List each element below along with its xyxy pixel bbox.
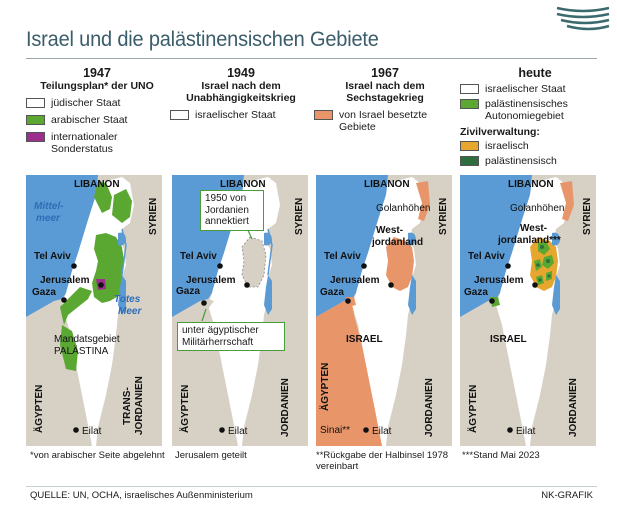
map-label-aegypten: ÄGYPTEN	[320, 362, 331, 411]
legend-swatch-yellow	[460, 141, 479, 151]
city-dot	[217, 263, 223, 269]
map-label-gaza: Gaza	[32, 287, 56, 298]
city-dot	[61, 297, 67, 303]
map-label-sea: meer	[36, 213, 60, 224]
map-label-westjordanland: jordanland***	[498, 235, 561, 246]
legend-label: internationaler Sonderstatus	[51, 131, 118, 155]
footnote-heute: ***Stand Mai 2023	[462, 450, 540, 461]
legend-item	[460, 140, 610, 152]
legend-swatch-white	[170, 110, 189, 120]
city-dot	[505, 263, 511, 269]
map-1947	[26, 175, 162, 446]
legend-item	[26, 97, 168, 109]
map-label-gaza: Gaza	[464, 287, 488, 298]
footer-divider	[26, 486, 597, 487]
map-label-libanon: LIBANON	[220, 179, 266, 190]
legend-swatch-orange	[314, 110, 333, 120]
map-label-westjordanland: jordanland	[372, 237, 424, 248]
callout-jordan: 1950 von Jordanien annektiert	[200, 190, 264, 231]
map-label-gaza: Gaza	[176, 286, 200, 297]
map-label-libanon: LIBANON	[364, 179, 410, 190]
legend-swatch-purple	[26, 132, 45, 142]
map-label-libanon: LIBANON	[74, 179, 120, 190]
panel-subtitle: Israel nach dem Unabhängigkeitskrieg	[186, 80, 296, 104]
city-dot	[532, 282, 538, 288]
panel-1947-legend	[26, 66, 168, 162]
map-label-sinai: Sinai**	[320, 425, 351, 436]
legend-heading: Zivilverwaltung:	[460, 126, 540, 138]
map-label-dead-sea: Meer	[118, 306, 142, 317]
legend-label: israelischer Staat	[485, 83, 566, 95]
legend-label: von Israel besetzte Gebiete	[339, 109, 428, 133]
panel-year: 1967	[371, 66, 399, 80]
map-label-eilat: Eilat	[372, 426, 392, 437]
legend-swatch-green	[460, 99, 479, 109]
map-label-aegypten: ÄGYPTEN	[34, 384, 45, 433]
city-dot	[388, 282, 394, 288]
map-label-israel: ISRAEL	[346, 334, 383, 345]
map-label-mandate: Mandatsgebiet	[54, 334, 120, 345]
legend-label: israelischer Staat	[195, 109, 276, 121]
map-label-westjordanland: West-	[520, 223, 548, 234]
map-label-libanon: LIBANON	[508, 179, 554, 190]
map-label-westjordanland: West-	[376, 225, 404, 236]
map-label-aegypten: ÄGYPTEN	[468, 384, 479, 433]
map-heute	[460, 175, 596, 446]
map-label-gaza: Gaza	[320, 287, 344, 298]
map-label-jerusalem: Jerusalem	[186, 275, 236, 286]
panel-year: 1949	[227, 66, 255, 80]
map-label-syrien: SYRIEN	[438, 197, 449, 235]
legend-label: palästinensisches Autonomiegebiet	[485, 98, 568, 122]
panel-subtitle: Israel nach dem Sechstagekrieg	[345, 80, 425, 104]
map-label-jordanien: JORDANIEN	[134, 376, 145, 435]
map-label-tel-aviv: Tel Aviv	[468, 251, 505, 262]
map-label-jordanien: JORDANIEN	[568, 378, 579, 437]
map-label-jordanien: JORDANIEN	[280, 378, 291, 437]
footnote-1947: *von arabischer Seite abgelehnt	[30, 450, 165, 461]
map-label-golan: Golanhöhen	[376, 203, 431, 214]
map-label-dead-sea: Totes	[114, 294, 141, 305]
map-label-golan: Golanhöhen	[510, 203, 565, 214]
city-dot	[345, 298, 351, 304]
legend-label: palästinensisch	[485, 155, 557, 167]
city-dot	[507, 427, 513, 433]
map-label-eilat: Eilat	[228, 426, 248, 437]
city-dot	[71, 263, 77, 269]
legend-item	[460, 98, 610, 122]
legend-swatch-white	[26, 98, 45, 108]
callout-egypt: unter ägyptischer Militärherrschaft	[177, 322, 285, 351]
legend-label: jüdischer Staat	[51, 97, 121, 109]
panel-year: 1947	[83, 66, 111, 80]
map-label-israel: ISRAEL	[490, 334, 527, 345]
source-line: QUELLE: UN, OCHA, israelisches Außenministerium	[30, 490, 253, 501]
city-dot	[98, 282, 104, 288]
map-label-sea: Mittel-	[34, 201, 64, 212]
panel-1949-legend	[170, 66, 312, 162]
map-label-mandate: PALÄSTINA	[54, 346, 109, 357]
legend-item	[26, 114, 168, 126]
page-title: Israel und die palästinensischen Gebiete	[26, 27, 379, 51]
map-1967	[316, 175, 452, 446]
city-dot	[363, 427, 369, 433]
panel-1967-legend	[314, 66, 456, 162]
city-dot	[73, 427, 79, 433]
map-label-syrien: SYRIEN	[582, 197, 593, 235]
legend-swatch-white	[460, 84, 479, 94]
map-label-jerusalem: Jerusalem	[474, 275, 524, 286]
map-label-aegypten: ÄGYPTEN	[180, 384, 191, 433]
map-label-trans: TRANS-	[122, 387, 133, 425]
city-dot	[244, 282, 250, 288]
map-label-syrien: SYRIEN	[148, 197, 159, 235]
city-dot	[489, 298, 495, 304]
legend-item	[26, 131, 168, 155]
legend-swatch-darkgreen	[460, 156, 479, 166]
legend-item	[314, 109, 456, 133]
title-divider	[26, 58, 597, 59]
city-dot	[361, 263, 367, 269]
city-dot	[219, 427, 225, 433]
map-label-jerusalem: Jerusalem	[40, 275, 90, 286]
legend-item	[460, 83, 610, 95]
map-label-tel-aviv: Tel Aviv	[180, 251, 217, 262]
panel-heute-legend	[460, 66, 610, 176]
map-label-syrien: SYRIEN	[294, 197, 305, 235]
map-label-tel-aviv: Tel Aviv	[324, 251, 361, 262]
legend-swatch-green	[26, 115, 45, 125]
panel-year: heute	[518, 66, 552, 80]
panel-subtitle: Teilungsplan* der UNO	[40, 80, 154, 92]
map-label-eilat: Eilat	[82, 426, 102, 437]
footnote-1967: **Rückgabe der Halbinsel 1978 vereinbart	[316, 450, 449, 472]
city-dot	[201, 300, 207, 306]
map-label-jordanien: JORDANIEN	[424, 378, 435, 437]
legend-label: arabischer Staat	[51, 114, 128, 126]
map-label-jerusalem: Jerusalem	[330, 275, 380, 286]
legend-item	[460, 155, 610, 167]
map-label-eilat: Eilat	[516, 426, 536, 437]
footnote-1949: Jerusalem geteilt	[175, 450, 247, 461]
map-label-tel-aviv: Tel Aviv	[34, 251, 71, 262]
legend-item	[170, 109, 312, 121]
brand-logo	[555, 4, 611, 34]
credit-line: NK-GRAFIK	[541, 490, 593, 501]
legend-label: israelisch	[485, 140, 529, 152]
